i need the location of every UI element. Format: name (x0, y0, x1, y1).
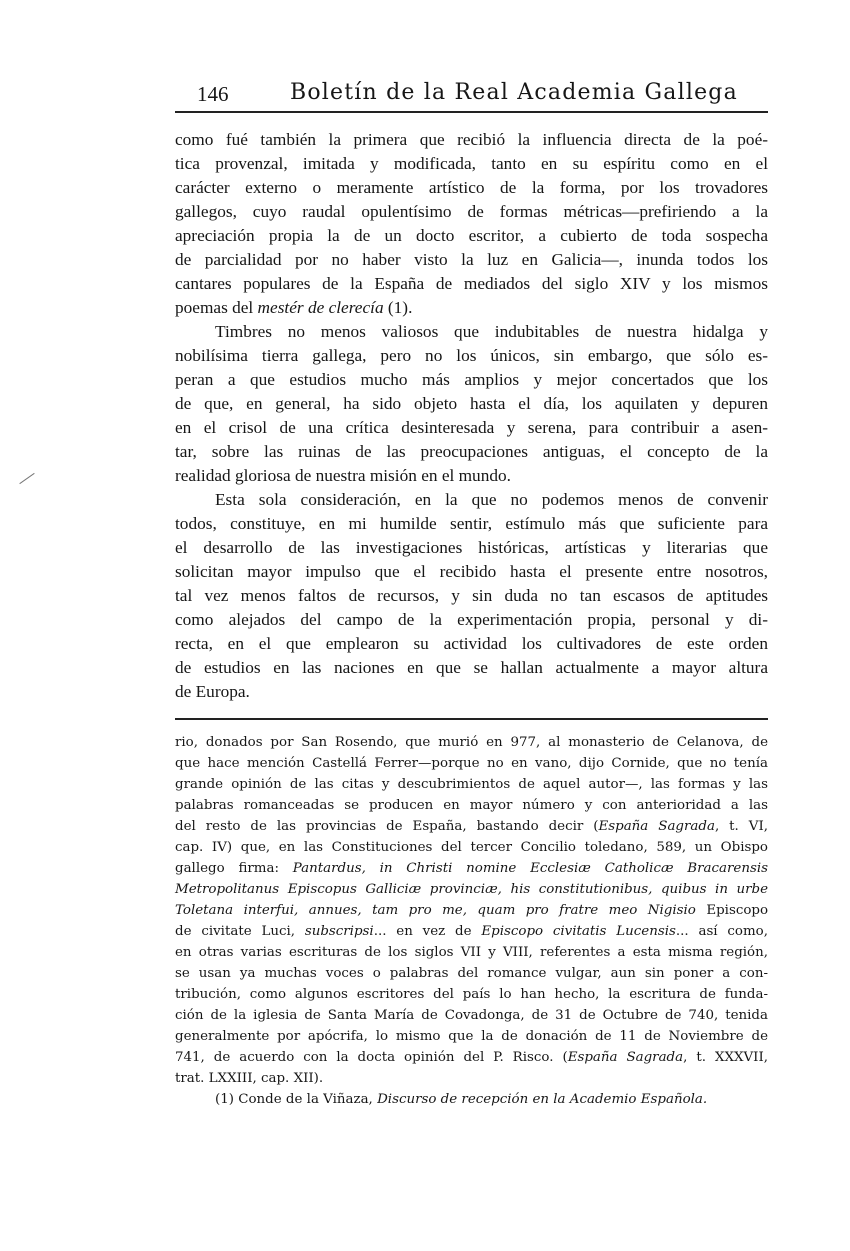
text-span: Episcopo (695, 903, 769, 918)
header-rule (175, 111, 768, 113)
text-line: gallegos, cuyo raudal opulentísimo de formas métricas—prefiriendo a la (175, 202, 768, 221)
paragraph (175, 488, 768, 704)
footnote (175, 1089, 768, 1110)
text-line: como fué también la primera que recibió la influencia directa de la poé- (175, 130, 768, 149)
text-line (175, 296, 768, 320)
text-line: como alejados del campo de la experimentación propia, personal y di- (175, 610, 768, 629)
text-span: gallego firma: (175, 861, 293, 876)
text-line: cap. IV) que, en las Constituciones del tercer Concilio toledano, 589, un Obispo (175, 840, 768, 855)
text-span: del resto de las provincias de España, bastando decir ( (175, 819, 599, 834)
text-span: , t. XXXVII, (683, 1050, 769, 1065)
text-span: poemas del (175, 298, 258, 317)
text-line: generalmente por apócrifa, lo mismo que la de donación de 11 de Noviembre de (175, 1029, 768, 1044)
text-line (175, 858, 768, 879)
italic-text: Toletana interfui, annues, tam pro me, quam pro fratre meo Nigisio (175, 903, 696, 918)
text-line (175, 1089, 768, 1110)
text-line (175, 1047, 768, 1068)
footnotes (175, 732, 768, 1110)
text-line: trat. LXXIII, cap. XII). (175, 1071, 324, 1086)
margin-mark (19, 473, 34, 484)
text-line: Timbres no menos valiosos que indubitables de nuestra hidalga y (215, 322, 768, 341)
text-span: (1) Conde de la Viñaza, (215, 1092, 378, 1107)
text-line: realidad gloriosa de nuestra misión en el mundo. (175, 466, 511, 485)
text-line: de parcialidad por no haber visto la luz en Galicia—, inunda todos los (175, 250, 768, 269)
journal-title: Boletín de la Real Academia Gallega (290, 80, 738, 105)
text-span: de civitate Luci, (175, 924, 305, 939)
text-line (175, 921, 768, 942)
text-line: grande opinión de las citas y descubrimientos de aquel autor—, las formas y las (175, 777, 768, 792)
running-header (195, 80, 770, 110)
main-text (175, 128, 768, 704)
text-line: nobilísima tierra gallega, pero no los únicos, sin embargo, que sólo es- (175, 346, 768, 365)
text-span: , t. VI, (714, 819, 768, 834)
text-span: 741, de acuerdo con la docta opinión del P. Risco. ( (175, 1050, 568, 1065)
text-line: en otras varias escrituras de los siglos VII y VIII, referentes a esta misma región, (175, 945, 768, 960)
paragraph (175, 128, 768, 320)
italic-text: Discurso de recepción en la Academio Española. (377, 1092, 708, 1107)
text-line: el desarrollo de las investigaciones históricas, artísticas y literarias que (175, 538, 768, 557)
text-line: apreciación propia la de un docto escritor, a cubierto de toda sospecha (175, 226, 768, 245)
text-line: ción de la iglesia de Santa María de Covadonga, de 31 de Octubre de 740, tenida (175, 1008, 768, 1023)
text-line: rio, donados por San Rosendo, que murió en 977, al monasterio de Celanova, de (175, 735, 768, 750)
text-span: (1). (383, 298, 413, 317)
text-line: cantares populares de la España de mediados del siglo XIV y los mismos (175, 274, 768, 293)
text-line (175, 879, 768, 900)
text-line: Esta sola consideración, en la que no podemos menos de convenir (215, 490, 768, 509)
text-line: recta, en el que emplearon su actividad los cultivadores de este orden (175, 634, 768, 653)
text-line (175, 900, 768, 921)
text-span: ... así como, (675, 924, 768, 939)
footnote (175, 732, 768, 1089)
text-line: en el crisol de una crítica desinteresada y serena, para contribuir a asen- (175, 418, 768, 437)
text-line: peran a que estudios mucho más amplios y mejor concertados que los (175, 370, 768, 389)
italic-text: Episcopo civitatis Lucensis (481, 924, 676, 939)
text-line: solicitan mayor impulso que el recibido hasta el presente entre nosotros, (175, 562, 768, 581)
text-span: ... en vez de (373, 924, 482, 939)
text-line: todos, constituye, en mi humilde sentir, estímulo más que suficiente para (175, 514, 768, 533)
text-line: de estudios en las naciones en que se hallan actualmente a mayor altura (175, 658, 768, 677)
paragraph (175, 320, 768, 488)
italic-text: subscripsi (304, 924, 374, 939)
page-number: 146 (197, 82, 229, 106)
text-line: de Europa. (175, 682, 250, 701)
text-line: palabras romanceadas se producen en mayor número y con anterioridad a las (175, 798, 768, 813)
text-line: carácter externo o meramente artístico de la forma, por los trovadores (175, 178, 768, 197)
text-line: tar, sobre las ruinas de las preocupaciones antiguas, el concepto de la (175, 442, 768, 461)
text-line: tica provenzal, imitada y modificada, tanto en su espíritu como en el (175, 154, 768, 173)
text-line: tal vez menos faltos de recursos, y sin duda no tan escasos de aptitudes (175, 586, 768, 605)
text-line: que hace mención Castellá Ferrer—porque no en vano, dijo Cornide, que no tenía (175, 756, 768, 771)
italic-text: España Sagrada (598, 819, 715, 834)
text-line: tribución, como algunos escritores del país lo han hecho, la escritura de funda- (175, 987, 768, 1002)
italic-text: mestér de clerecía (257, 298, 384, 317)
text-line: se usan ya muchas voces o palabras del romance vulgar, aun sin poner a con- (175, 966, 768, 981)
italic-text: Metropolitanus Episcopus Galliciæ provinciæ, his constitutionibus, quibus in urbe (175, 882, 768, 897)
italic-text: Pantardus, in Christi nomine Ecclesiæ Catholicæ Bracarensis (292, 861, 768, 876)
text-line (175, 816, 768, 837)
footnote-rule (175, 718, 768, 720)
italic-text: España Sagrada (567, 1050, 684, 1065)
text-line: de que, en general, ha sido objeto hasta el día, los aquilaten y depuren (175, 394, 768, 413)
